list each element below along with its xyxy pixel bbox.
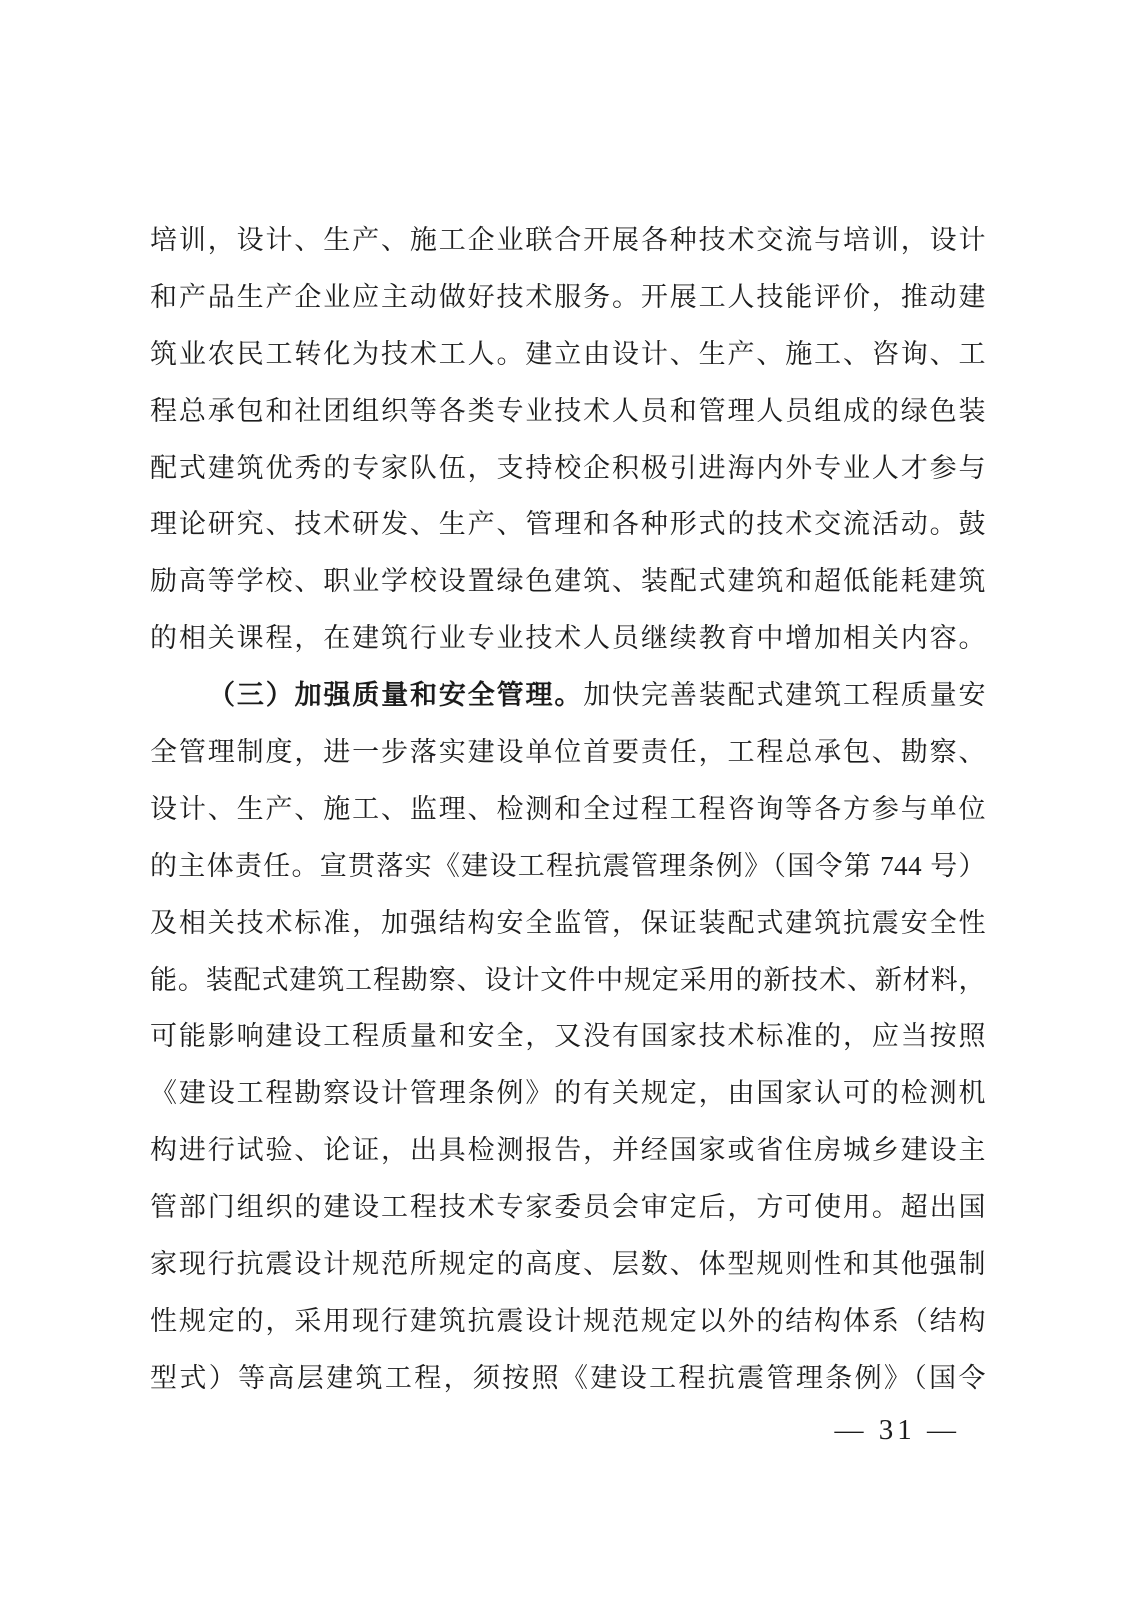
body-line: 性规定的，采用现行建筑抗震设计规范规定以外的结构体系（结构 [150, 1305, 986, 1336]
body-line: 励高等学校、职业学校设置绿色建筑、装配式建筑和超低能耗建筑 [150, 566, 986, 597]
document-body [150, 212, 986, 1407]
body-line: 《建设工程勘察设计管理条例》的有关规定，由国家认可的检测机 [150, 1078, 986, 1109]
body-line: 筑业农民工转化为技术工人。建立由设计、生产、施工、咨询、工 [150, 338, 986, 369]
section-text-start: 加快完善装配式建筑工程质量安 [583, 680, 986, 711]
body-line: 构进行试验、论证，出具检测报告，并经国家或省住房城乡建设主 [150, 1135, 986, 1166]
body-line: 程总承包和社团组织等各类专业技术人员和管理人员组成的绿色装 [150, 395, 986, 426]
body-line: 可能影响建设工程质量和安全，又没有国家技术标准的，应当按照 [150, 1021, 986, 1052]
body-line: 能。装配式建筑工程勘察、设计文件中规定采用的新技术、新材料， [150, 964, 986, 995]
section-heading: （三）加强质量和安全管理。 [208, 680, 584, 711]
body-line: 及相关技术标准，加强结构安全监管，保证装配式建筑抗震安全性 [150, 907, 986, 938]
body-line: 全管理制度，进一步落实建设单位首要责任，工程总承包、勘察、 [150, 737, 986, 768]
body-line: 管部门组织的建设工程技术专家委员会审定后，方可使用。超出国 [150, 1192, 986, 1223]
body-line: 的主体责任。宣贯落实《建设工程抗震管理条例》（国令第 744 号） [150, 850, 986, 881]
body-line: 理论研究、技术研发、生产、管理和各种形式的技术交流活动。鼓 [150, 509, 986, 540]
body-line-section-start [150, 667, 986, 724]
body-line: 培训，设计、生产、施工企业联合开展各种技术交流与培训，设计 [150, 225, 986, 255]
body-line: 和产品生产企业应主动做好技术服务。开展工人技能评价，推动建 [150, 281, 986, 312]
page-number: — 31 — [834, 1414, 960, 1446]
body-line: 家现行抗震设计规范所规定的高度、层数、体型规则性和其他强制 [150, 1249, 986, 1280]
body-line: 型式）等高层建筑工程，须按照《建设工程抗震管理条例》（国令 [150, 1362, 986, 1393]
body-line: 配式建筑优秀的专家队伍，支持校企积极引进海内外专业人才参与 [150, 452, 986, 483]
body-line: 的相关课程，在建筑行业专业技术人员继续教育中增加相关内容。 [150, 623, 986, 654]
body-line: 设计、生产、施工、监理、检测和全过程工程咨询等各方参与单位 [150, 793, 986, 824]
